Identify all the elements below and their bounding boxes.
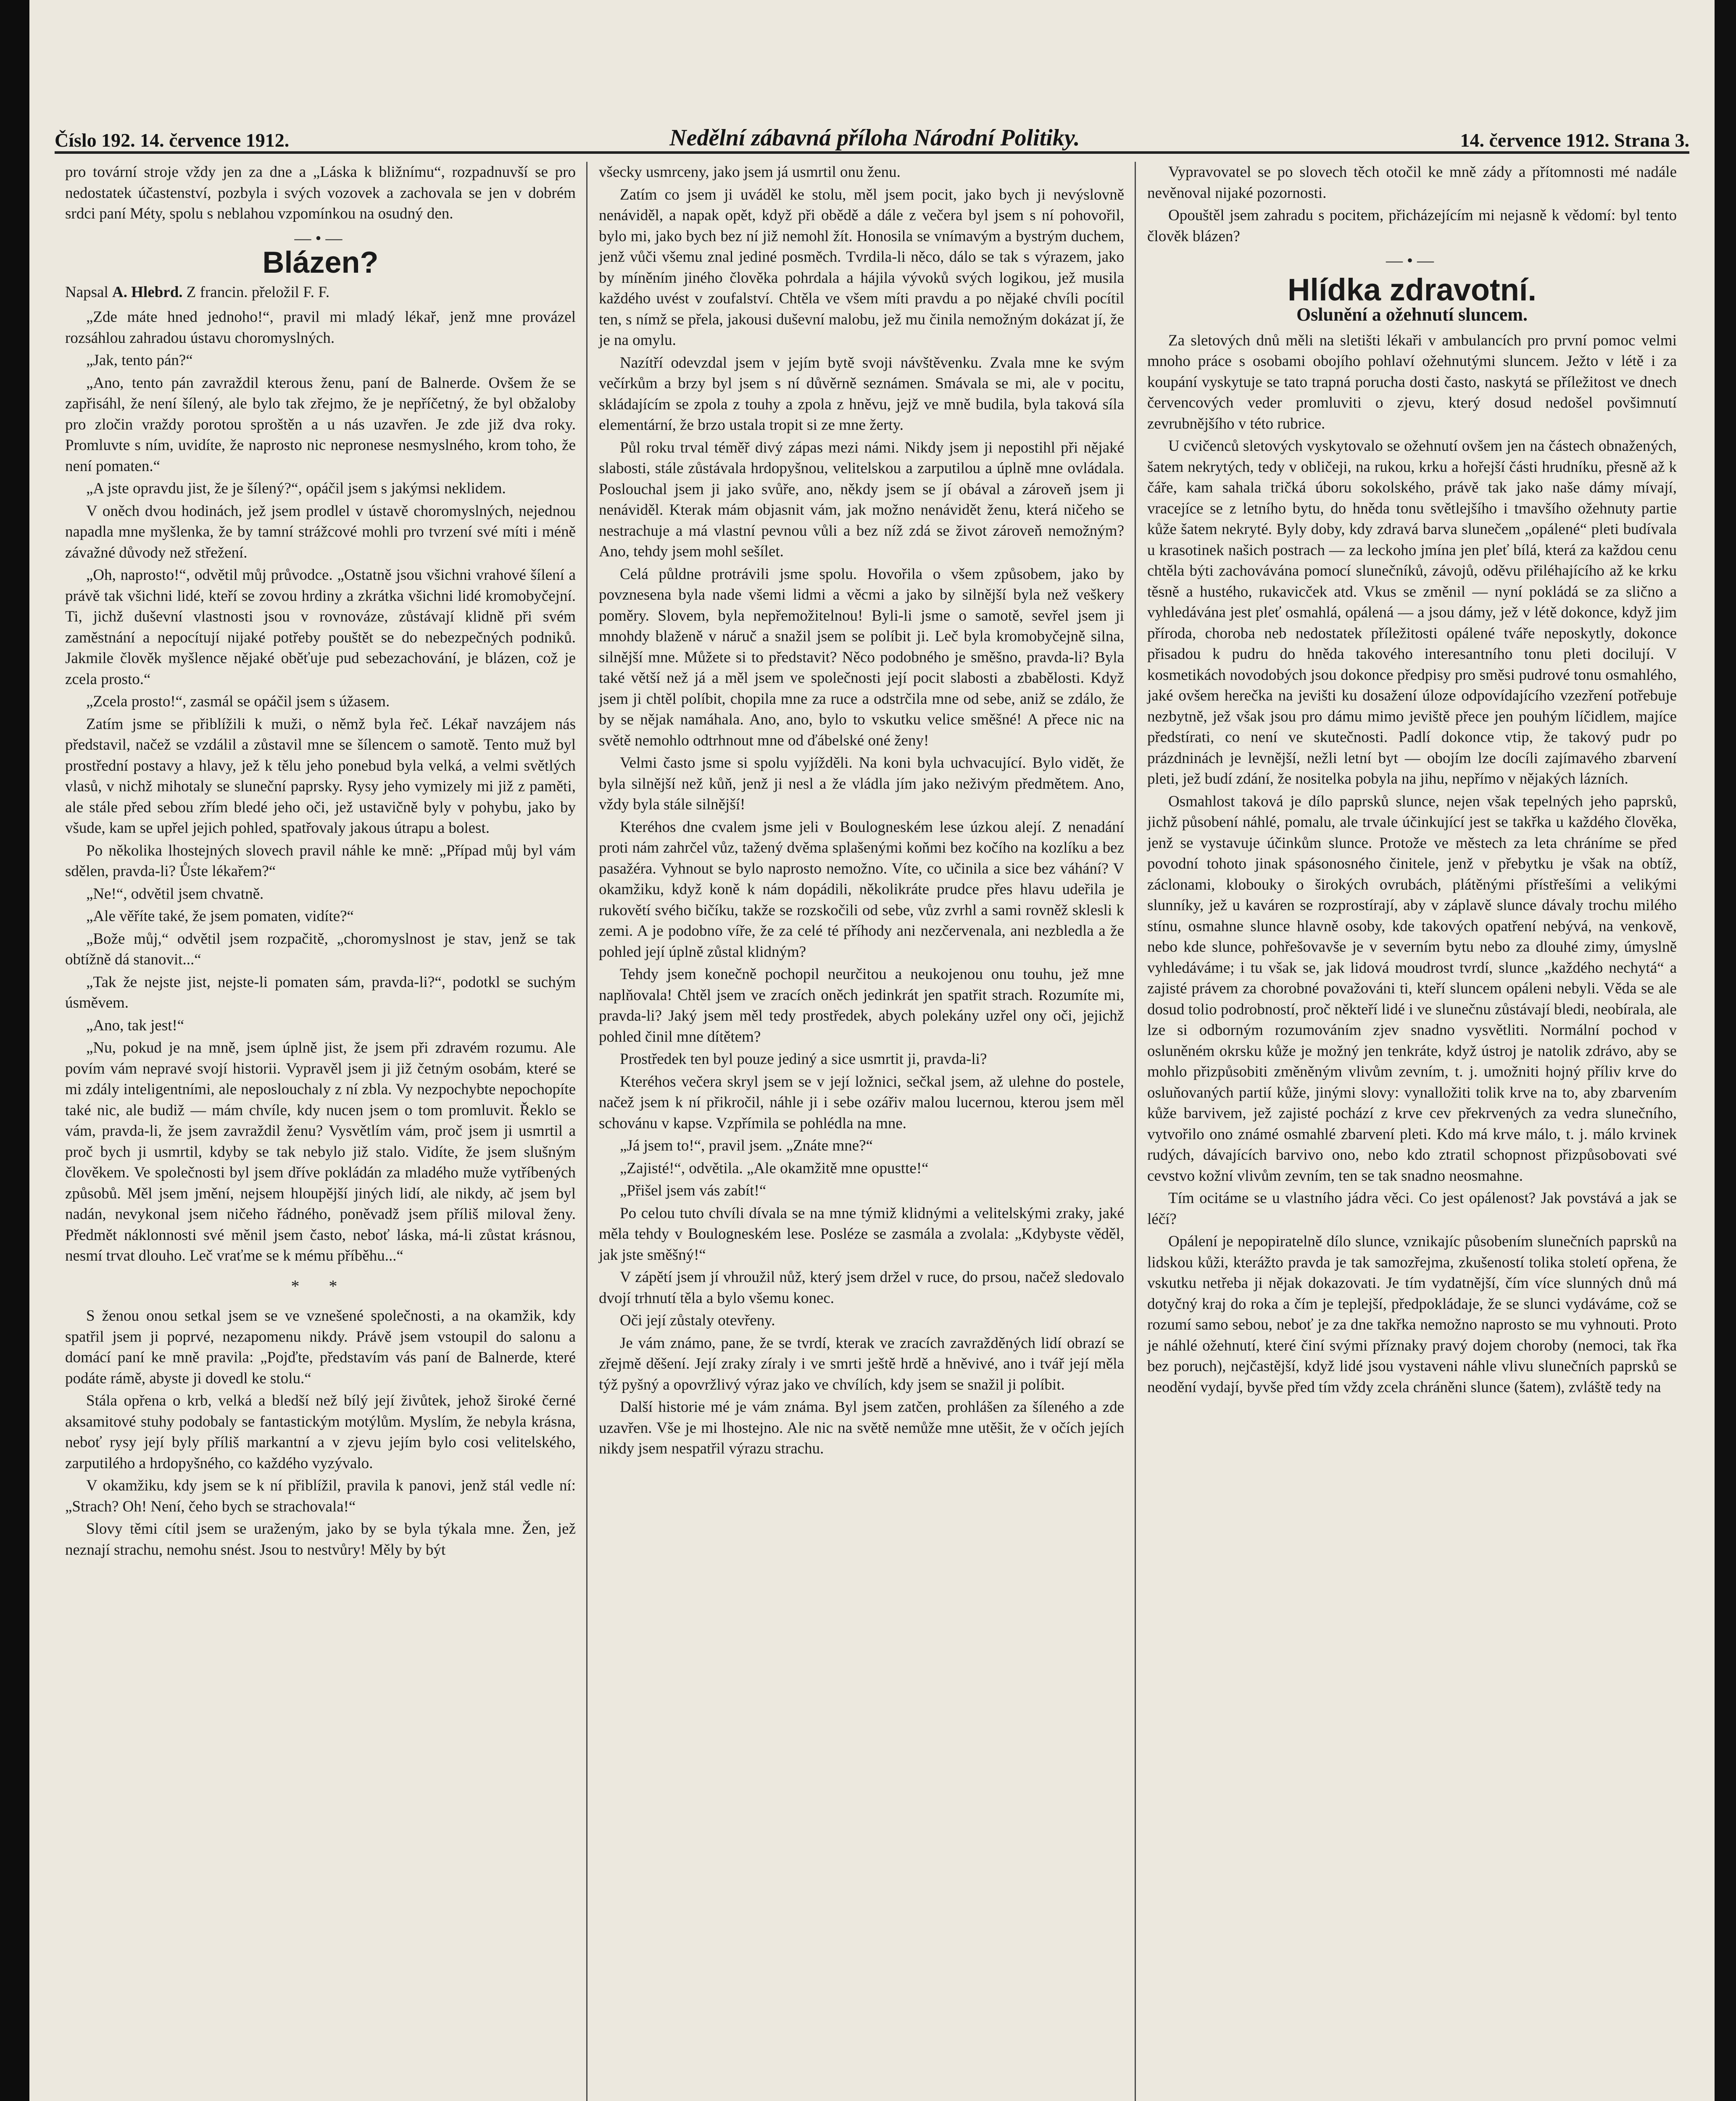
paragraph: „Zcela prosto!“, zasmál se opáčil jsem s úžasem.: [86, 693, 390, 710]
story-byline: [65, 282, 576, 303]
paragraph: Za sletových dnů měli na sletišti lékaři v ambulancích pro první pomoc velmi mnoho práce s osobami obojího pohlaví ožehnutými sluncem. Ježto v létě i za koupání vyskytuje se tato trapná porucha dosti často, naskytá se příležitost ve dnech červencových veder promluviti o zjevu, který dosud nedošel povšimnutí zevrubnějšího v této rubrice.: [1147, 332, 1677, 432]
paragraph: Po několika lhostejných slovech pravil náhle ke mně: „Případ můj byl vám sdělen, pravda-li? Ůste lékařem?“: [65, 842, 576, 880]
paragraph: Kteréhos dne cvalem jsme jeli v Boulogneském lese úzkou alejí. Z nenadání proti nám zahrčel vůz, tažený dvěma splašenými koňmi bez kočího na kozlíku a bez pasažéra. Vyhnout se bylo naprosto nemožno. Víte, co učinila a sice bez váhání? V okamžiku, když koně k nám dopádili, několikráte prudce přes hlavu udeřila je rukovětí svého bičíku, takže se rozskočili od sebe, vůz zvrhl a sami rovněž sklesli k zemi. A je podobno víře, že za celé té příhody ani nezčervenala, ani nezbledla a že pohled její úplně zůstal klidným?: [599, 818, 1124, 961]
paragraph: V zápětí jsem jí vhroužil nůž, který jsem držel v ruce, do prsou, načež sledovalo dvojí trhnutí těla a bylo všemu konec.: [599, 1269, 1124, 1307]
byline-translator: Z francin. přeložil F. F.: [186, 283, 330, 301]
header-masthead: Nedělní zábavná příloha Národní Politiky.: [669, 125, 1080, 151]
column-rule-2: [1135, 162, 1136, 2101]
paragraph: Půl roku trval téměř divý zápas mezi námi. Nikdy jsem ji nepostihl při nějaké slabosti, stále zůstávala hrdopyšnou, velitelskou a zarputilou a úplně mne ovládala. Poslouchal jsem ji jako svůře, ano, někdy jsem se jí obával a zároveň jsem ji nenáviděl. Kterak mám objasnit vám, jak možno nenávidět ženu, která ničeho se nestrachuje a má vlastní pevnou vůli a bez níž zdá se život zároveň nemožným? Ano, tehdy jsem mohl sešílet.: [599, 439, 1124, 560]
paragraph: Tím ocitáme se u vlastního jádra věci. Co jest opálenost? Jak povstává a jak se léčí?: [1147, 1190, 1677, 1228]
paragraph: Opálení je nepopiratelně dílo slunce, vznikajíc působením slunečních paprsků na lidskou kůži, kterážto pravda je tak samozřejma, zkušeností tolika století opřena, že vskutku netřeba ji nějak dokazovati. Je tím vydatnější, čím více slunných dnů má dotyčný kraj do roka a čím je teplejší, předpokládaje, že se slunci vydáváme, což se rozumí samo sebou, neboť je za dne takřka nemožno naprosto se mu vyhnouti. Proto je náhlé ožehnutí, které činí svými příznaky pravý dojem choroby (nemoci, tak řka bez poruch), nejčastější, když lidé jsou vystaveni náhle vlivu slunečních paprsků se neodění vydají, byvše před tím vždy zcela chráněni slunce (šatem), zvláště tedy na: [1147, 1233, 1677, 1396]
section-break-asterisks: * *: [291, 1276, 350, 1295]
paragraph: U cvičenců sletových vyskytovalo se ožehnutí ovšem jen na částech obnažených, šatem nekrytých, tedy v obličeji, na rukou, krku a hořejší části hrudníku, přesně až k čáře, kam sahala tričká úboru sokolského, právě tak jako naše dámy mívají, vracejíce se z letního bytu, do hněda tonu světlejšího i tmavšího ožehnuty partie kůže šatem nekryté. Byly doby, kdy zdravá barva slunečem „opálené“ pleti budívala u krasotinek našich postrach — za leckoho jmína jen pleť bílá, která za každou cenu chtěla býti zachovávána pomocí slunečníků, závojů, oděvu přiléhajícího až ke krku těsně a hustého, rukavicček atd. Vkus se změnil — nyní pokládá se za slično a vyhledávána jest pleť osmahlá, opálená — a jsou dámy, jež v létě dokonce, když jim příroda, choroba neb nedostatek příležitosti opálené tváře neposkytly, dokonce přisadou k pudru do hněda takového interesantního tonu pleti docilují. V kosmetikách novodobých jsou dokonce předpisy pro směsi pudrové tonu osmahlého, jaké ovšem herečka na jevišti ku dosažení úloze odpovídajícího vzezření potřebuje nezbytně, jež však jsou pro dámu mimo jeviště přece jen pouhým líčidlem, majíce předstírati, co není ve skutečnosti. Padlí dokonce vtip, že takový pudr po prázdninách je levnější, nežli letní byt — obojím lze docíli zajímavého zbarvení pleti, jež budí zdání, že nositelka pobyla na jihu, nepřímo v nějakých lázních.: [1147, 437, 1677, 787]
paragraph: „Ale věříte také, že jsem pomaten, vidíte?“: [86, 908, 354, 925]
paragraph: „Bože můj,“ odvětil jsem rozpačitě, „choromyslnost je stav, jenž se tak obtížně dá stanovit...“: [65, 930, 576, 968]
paragraph: „Tak že nejste jist, nejste-li pomaten sám, pravda-li?“, podotkl se suchým úsměvem.: [65, 973, 576, 1011]
paragraph: Oči její zůstaly otevřeny.: [620, 1312, 775, 1329]
paragraph: Je vám známo, pane, že se tvrdí, kterak ve zracích zavražděných lidí obrazí se zřejmě děšení. Její zraky zíraly i ve smrti ještě hrdě a hněvivé, ano i tvář její měla týž pyšný a opovržlivý výraz jako ve chvílích, kdy jsem se snažil ji políbit.: [599, 1334, 1124, 1393]
paragraph: „Přišel jsem vás zabít!“: [620, 1182, 767, 1199]
paragraph: Tehdy jsem konečně pochopil neurčitou a neukojenou onu touhu, jež mne naplňovala! Chtěl jsem ve zracích oněch jedinkrát jen spatřit strach. Rozumíte mi, pravda-li? Jaký jsem měl tedy prostředek, abych polekány uzřel ony oči, jejichž pohled činil mne dítětem?: [599, 966, 1124, 1045]
paragraph: Velmi často jsme si spolu vyjížděli. Na koni byla uchvacující. Bylo vidět, že byla silnější než kůň, jenž ji nesl a že vládla jím jako neživým předmětem. Ano, vždy byla stále silnější!: [599, 754, 1124, 813]
paragraph: „Jak, tento pán?“: [86, 352, 193, 369]
paragraph: „Zde máte hned jednoho!“, pravil mi mladý lékař, jenž mne provázel rozsáhlou zahradou ústavu choromyslných.: [65, 308, 576, 347]
scan-border-left: [0, 0, 29, 2101]
column-2: [599, 162, 1124, 1461]
paragraph: Po celou tuto chvíli dívala se na mne týmiž klidnými a velitelskými zraky, jaké měla tehdy v Boulogneském lese. Posléze se zasmála a zvolala: „Kdybyste věděl, jak jste směšný!“: [599, 1204, 1124, 1264]
paragraph: „Oh, naprosto!“, odvětil můj průvodce. „Ostatně jsou všichni vrahové šílení a právě tak všichni lidé, kteří se zovou hrdiny a zkrátka všichni lidé kromobyčejní. Ti, jichž duševní vlastnosti jsou v rovnováze, zůstávají klidně při svém zaměstnání a nepocítují nijaké potřeby pouštět se do nebezpečných podniků. Jakmile člověk myšlence nějaké oběťuje pud sebezachování, je blázen, což je zcela prosto.“: [65, 566, 576, 688]
paragraph: Prostředek ten byl pouze jediný a sice usmrtit ji, pravda-li?: [620, 1050, 987, 1068]
story-closing: Vypravovatel se po slovech těch otočil ke mně zády a přítomnosti mé nadále nevěnoval nijaké pozornosti.: [1147, 163, 1677, 202]
newspaper-page: [29, 0, 1715, 2101]
paragraph: „Nu, pokud je na mně, jsem úplně jist, že jsem při zdravém rozumu. Ale povím vám nepravé svojí historii. Vypravěl jsem ji již četným osobám, které se mi zdály inteligentními, ale neposlouchaly z ní zbla. Vy nezpochybte nepochopíte také nic, ale budiž — mám chvíle, kdy nucen jsem o tom promluvit. Řeklo se vám, pravda-li, že jsem zavraždil ženu? Vysvětlím vám, proč jsem ji usmrtil a proč bych ji usmrtil, kdyby se tak nebylo již stalo. Vidíte, že jsem slušným člověkem. Ve společnosti byl jsem dříve pokládán za mladého muže vytříbených způsobů. Měl jsem jmění, nejsem hloupější jiných lidí, ale nikdy, ač jsem byl nadán, nevykonal jsem ničeho řádného, poněvadž jsem příliš miloval ženy. Předmět náklonnosti své měnil jsem často, neboť láska, má-li zůstat krásnou, nesmí trvat dlouho. Leč vraťme se k mému příběhu...“: [65, 1039, 576, 1264]
paragraph: Celá půldne protrávili jsme spolu. Hovořila o všem způsobem, jako by povznesena byla nade všemi lidmi a věcmi a jako by silnější byla než veškery poměry. Slovem, byla nepřemožitelnou! Byli-li jsme o samotě, sevřel jsem ji mnohdy blaženě v náruč a snažil jsem se políbit ji. Leč byla kromobyčejně silna, silnější mne. Můžete si to představit? Něco podobného je směšno, pravda-li? Byla také větší než já a měl jsem ve společnosti její pocit slabosti a zbabělosti. Když jsem ji chtěl políbit, chopila mne za ruce a odstrčila mne od sebe, aniž se zdálo, že by se nějak namáhala. Ano, ano, bylo to vskutku velice směšné! A přece nic na světě nemohlo odtrhnout mne od ďábelské oné ženy!: [599, 565, 1124, 749]
ornament-divider: —•—: [1386, 251, 1438, 270]
paragraph: všecky usmrceny, jako jsem já usmrtil onu ženu.: [599, 163, 901, 181]
paragraph: Zatím co jsem ji uváděl ke stolu, měl jsem pocit, jako bych ji nevýslovně nenáviděl, a napak opět, když při obědě a dále z večera byl jsem s ní pohovořil, bylo mi, jako bych bez ní již nemohl žít. Honosila se vnímavým a bystrým duchem, jenž vůči všemu znal jediné posměch. Tvrdila-li něco, dálo se tak s výrazem, jako by míněním jiného člověka pohrdala a hájila vývoků svých logikou, jež musila každého uvést v zoufalství. Chtěla ve všem míti pravdu a po nějaké chvíli pocítil ten, s nímž se přela, jakousi duševní malobu, jež mu činila nemožným dokázat jí, že je na omylu.: [599, 186, 1124, 349]
paragraph: Další historie mé je vám známa. Byl jsem zatčen, prohlášen za šíleného a zde uzavřen. Vše je mi lhostejno. Ale nic na světě nemůže mne utěšit, že v očích jejích nikdy jsem nespatřil výrazu strachu.: [599, 1398, 1124, 1457]
paragraph: V oněch dvou hodinách, jež jsem prodlel v ústavě choromyslných, nejednou napadla mne myšlenka, že by tamní strážcové mohli pro tvrzení své míti i méně závažné důvody než střežení.: [65, 502, 576, 561]
previous-story-ending: pro tovární stroje vždy jen za dne a „Láska k bližnímu“, rozpadnuvší se pro nedostatek účastenství, pozbyla i svých vozovek a zachovala se jen v dobrém srdci paní Méty, spolu s neblahou vzpomínkou na osudný den.: [65, 163, 576, 222]
paragraph: Kteréhos večera skryl jsem se v její ložnici, sečkal jsem, až ulehne do postele, načež jsem k ní přikročil, náhle ji i sebe ozářiv malou lucernou, kterou jsem měl schovánu v kapse. Vzpřímila se pohlédla na mne.: [599, 1073, 1124, 1132]
column-3: [1147, 162, 1677, 1399]
paragraph: „Ano, tak jest!“: [86, 1016, 184, 1034]
paragraph: „Ano, tento pán zavraždil kterous ženu, paní de Balnerde. Ovšem že se zapřisáhl, že není šílený, ale bylo tak zřejmo, že je nepříčetný, že byl obžaloby pro zločin vraždy porotou sproštěn a u nás uzavřen. Je zde již dva roky. Promluvte s ním, uvidíte, že naprosto nic nepronese nesmyslného, krom toho, že není pomaten.“: [65, 374, 576, 475]
scan-border-right: [1715, 0, 1736, 2101]
paragraph: Zatím jsme se přiblížili k muži, o němž byla řeč. Lékař navzájem nás představil, načež se vzdálil a zůstavil mne se šílencem o samotě. Tento muž byl prostřední postavy a hlavy, jež k tělu jeho ponebud byla velká, a velmi světlých vlasů, v nichž mihotaly se sluneční paprsky. Rysy jeho vymizely mi již z paměti, ale stále před sebou zřím bledé jeho oči, jež ustavičně byly v pohybu, jako by všude, kam se upřel jejich pohled, spatřovaly jakous útrapu a bolest.: [65, 715, 576, 837]
header-issue: Číslo 192. 14. července 1912.: [55, 129, 290, 151]
paragraph: Stála opřena o krb, velká a bledší než bílý její živůtek, jehož široké černé aksamitové stuhy podobaly se fantastickým motýlům. Myslím, že nebyla krásna, neboť rysy její byly příliš markantní a v zjevu jejím bylo cosi velitelského, zarputilého a hrdopyšného, co každého vyzývalo.: [65, 1392, 576, 1472]
column-rule-1: [586, 162, 587, 2101]
story-closing: Opouštěl jsem zahradu s pocitem, přicházejícím mi nejasně k vědomí: byl tento člověk blázen?: [1147, 207, 1677, 245]
header-date-page: 14. července 1912. Strana 3.: [1460, 129, 1689, 151]
section-title: Hlídka zdravotní.: [1287, 272, 1537, 307]
paragraph: „A jste opravdu jist, že je šílený?“, opáčil jsem s jakýmsi neklidem.: [86, 480, 506, 497]
column-1: [65, 162, 576, 1562]
paragraph: V okamžiku, kdy jsem se k ní přiblížil, pravila k panovi, jenž stál vedle ní: „Strach? Oh! Není, čeho bych se strachovala!“: [65, 1477, 576, 1515]
paragraph: S ženou onou setkal jsem se ve vznešené společnosti, a na okamžik, kdy spatřil jsem ji poprvé, nezapomenu nikdy. Právě jsem vstoupil do salonu a domácí paní ke mně pravila: „Pojďte, představím vás paní de Balnerde, které podáte rámě, abyste ji dovedl ke stolu.“: [65, 1307, 576, 1387]
paragraph: „Zajisté!“, odvětila. „Ale okamžitě mne opustte!“: [620, 1159, 929, 1177]
page-header: [55, 113, 1689, 154]
paragraph: Nazítří odevzdal jsem v jejím bytě svoji návštěvenku. Zvala mne ke svým večírkům a brzy byl jsem s ní důvěrně seznámen. Smávala se mi, ale v pocitu, skládajícím se zpola z touhy a zpola z hněvu, jejž ve mně budila, byla taková síla elementární, že brzo ustala tropit si ze mne žerty.: [599, 354, 1124, 434]
story-title: Blázen?: [262, 246, 379, 279]
paragraph: Slovy těmi cítil jsem se uraženým, jako by se byla týkala mne. Žen, jež neznají strachu, nemohu snést. Jsou to nestvůry! Měly by být: [65, 1520, 576, 1559]
article-title: Oslunění a ožehnutí sluncem.: [1296, 304, 1528, 325]
paragraph: „Já jsem to!“, pravil jsem. „Znáte mne?“: [620, 1137, 873, 1154]
ornament-divider: —•—: [294, 228, 347, 247]
paragraph: Osmahlost taková je dílo paprsků slunce, nejen však tepelných jeho paprsků, jichž působení náhlé, pomalu, ale trvale účinkující jest se takřka u každého člověka, jenž se vystavuje účinkům slunce. Protože ve městech za leta chráníme se před povodní tohoto jinak spásonosného činitele, jenž v přebytku je však na obtíž, záclonami, klobouky o širokých ovrubách, plátěnými přístřešími a velikými slunníky, jež u kaváren se rozprostírají, aby v záplavě slunce dávaly trochu milého stínu, osmahne slunce hlavně osoby, kde takových opatření nebývá, na venkově, nebo kde slunce, pohřešovavše je v severním bytu nebo za dlouhé zimy, úmyslně vyhledáváme; i tu však se, jak lidová moudrost tvrdí, slunce „každého nechytá“ a zajisté právem za chorobné považováni ti, kteří sluncem opáleni nebyli. Věda se ale dosud tolio podrobností, proč někteří lidé i ve slunečnu zůstávají bledi, neobírala, ale lze si odborným rozumováním zjev snadno vysvětliti. Normální pochod v osluněném okrsku kůže je možný jen tenkráte, když ústroj je natolik zdrávo, aby se mohlo přizpůsobiti změněným vlivům zevním, t. j. umožniti hojný příliv krve do osluňovaných partií kůže, jinými slovy: vynalložiti tolik krve na to, aby zbarvením kůže barvivem, jež zajisté pochází z krve cev překrvených za vedra slunečního, vytvořilo ono známé osmahlé zbarvení pleti. Kdo má krve málo, t. j. málo krvinek rudých, dávajících barvivo ono, nebo kdo ztratil schopnost přizpůsobovati své cevstvo kožní vlivům zevním, ten se tak snadno neosmahne.: [1147, 792, 1677, 1185]
byline-prefix: Napsal: [65, 283, 108, 301]
byline-author: A. Hlebrd.: [112, 283, 183, 301]
paragraph: „Ne!“, odvětil jsem chvatně.: [86, 885, 264, 903]
